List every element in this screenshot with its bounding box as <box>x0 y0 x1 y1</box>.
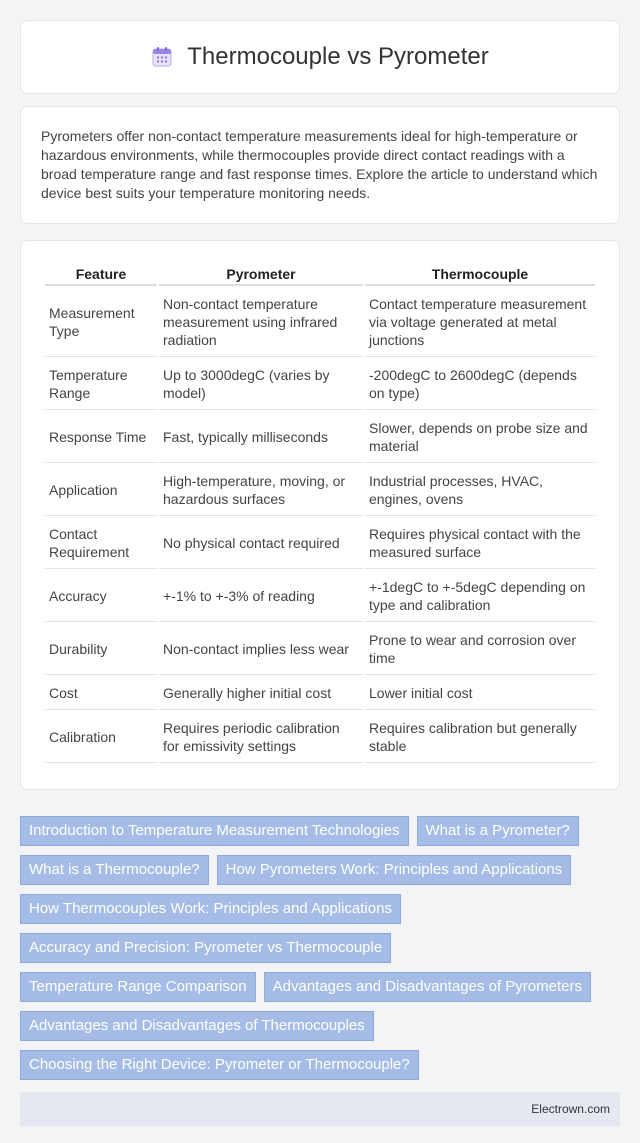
table-row <box>45 571 595 622</box>
cell-thermocouple: Requires calibration but generally stable <box>365 712 595 763</box>
cell-pyrometer: High-temperature, moving, or hazardous surfaces <box>159 465 363 516</box>
topic-link[interactable]: What is a Thermocouple? <box>20 855 209 885</box>
cell-feature: Measurement Type <box>45 288 157 357</box>
cell-pyrometer: No physical contact required <box>159 518 363 569</box>
table-row <box>45 677 595 710</box>
cell-feature: Cost <box>45 677 157 710</box>
topic-links <box>20 816 620 1080</box>
topic-link[interactable]: Accuracy and Precision: Pyrometer vs Thermocouple <box>20 933 391 963</box>
topic-link[interactable]: How Thermocouples Work: Principles and Applications <box>20 894 401 924</box>
intro-text: Pyrometers offer non-contact temperature measurements ideal for high-temperature or hazardous environments, while thermocouples provide direct contact readings with a broad temperature range and fast response times. Explore the article to understand which device best suits your temperature monitoring needs. <box>41 128 598 201</box>
cell-feature: Application <box>45 465 157 516</box>
column-header-pyrometer: Pyrometer <box>159 263 363 286</box>
cell-feature: Accuracy <box>45 571 157 622</box>
cell-feature: Contact Requirement <box>45 518 157 569</box>
calendar-icon <box>151 46 173 68</box>
cell-thermocouple: Contact temperature measurement via voltage generated at metal junctions <box>365 288 595 357</box>
cell-pyrometer: Requires periodic calibration for emissivity settings <box>159 712 363 763</box>
cell-pyrometer: Non-contact temperature measurement using infrared radiation <box>159 288 363 357</box>
comparison-card <box>20 240 620 790</box>
table-row <box>45 288 595 357</box>
topic-link[interactable]: Introduction to Temperature Measurement Technologies <box>20 816 409 846</box>
cell-thermocouple: +-1degC to +-5degC depending on type and calibration <box>365 571 595 622</box>
cell-thermocouple: -200degC to 2600degC (depends on type) <box>365 359 595 410</box>
table-row <box>45 518 595 569</box>
page-header <box>20 20 620 94</box>
table-row <box>45 412 595 463</box>
cell-thermocouple: Industrial processes, HVAC, engines, ovens <box>365 465 595 516</box>
column-header-thermocouple: Thermocouple <box>365 263 595 286</box>
cell-feature: Response Time <box>45 412 157 463</box>
table-header-row <box>45 263 595 286</box>
table-row <box>45 465 595 516</box>
cell-thermocouple: Lower initial cost <box>365 677 595 710</box>
cell-pyrometer: Generally higher initial cost <box>159 677 363 710</box>
footer-brand: Electrown.com <box>531 1102 610 1116</box>
cell-pyrometer: Non-contact implies less wear <box>159 624 363 675</box>
intro-card <box>20 106 620 224</box>
topic-link[interactable]: Choosing the Right Device: Pyrometer or Thermocouple? <box>20 1050 419 1080</box>
cell-pyrometer: Fast, typically milliseconds <box>159 412 363 463</box>
page-title: Thermocouple vs Pyrometer <box>187 43 489 70</box>
table-row <box>45 712 595 763</box>
table-row <box>45 624 595 675</box>
cell-pyrometer: +-1% to +-3% of reading <box>159 571 363 622</box>
cell-feature: Durability <box>45 624 157 675</box>
cell-feature: Temperature Range <box>45 359 157 410</box>
cell-thermocouple: Slower, depends on probe size and material <box>365 412 595 463</box>
topic-link[interactable]: What is a Pyrometer? <box>417 816 579 846</box>
topic-link[interactable]: How Pyrometers Work: Principles and Applications <box>217 855 572 885</box>
table-row <box>45 359 595 410</box>
cell-thermocouple: Requires physical contact with the measured surface <box>365 518 595 569</box>
cell-feature: Calibration <box>45 712 157 763</box>
table-body <box>45 288 595 763</box>
cell-thermocouple: Prone to wear and corrosion over time <box>365 624 595 675</box>
topic-link[interactable]: Advantages and Disadvantages of Pyrometers <box>264 972 591 1002</box>
cell-pyrometer: Up to 3000degC (varies by model) <box>159 359 363 410</box>
comparison-table <box>43 261 597 765</box>
footer <box>20 1092 620 1126</box>
topic-link[interactable]: Advantages and Disadvantages of Thermocouples <box>20 1011 374 1041</box>
topic-link[interactable]: Temperature Range Comparison <box>20 972 256 1002</box>
column-header-feature: Feature <box>45 263 157 286</box>
